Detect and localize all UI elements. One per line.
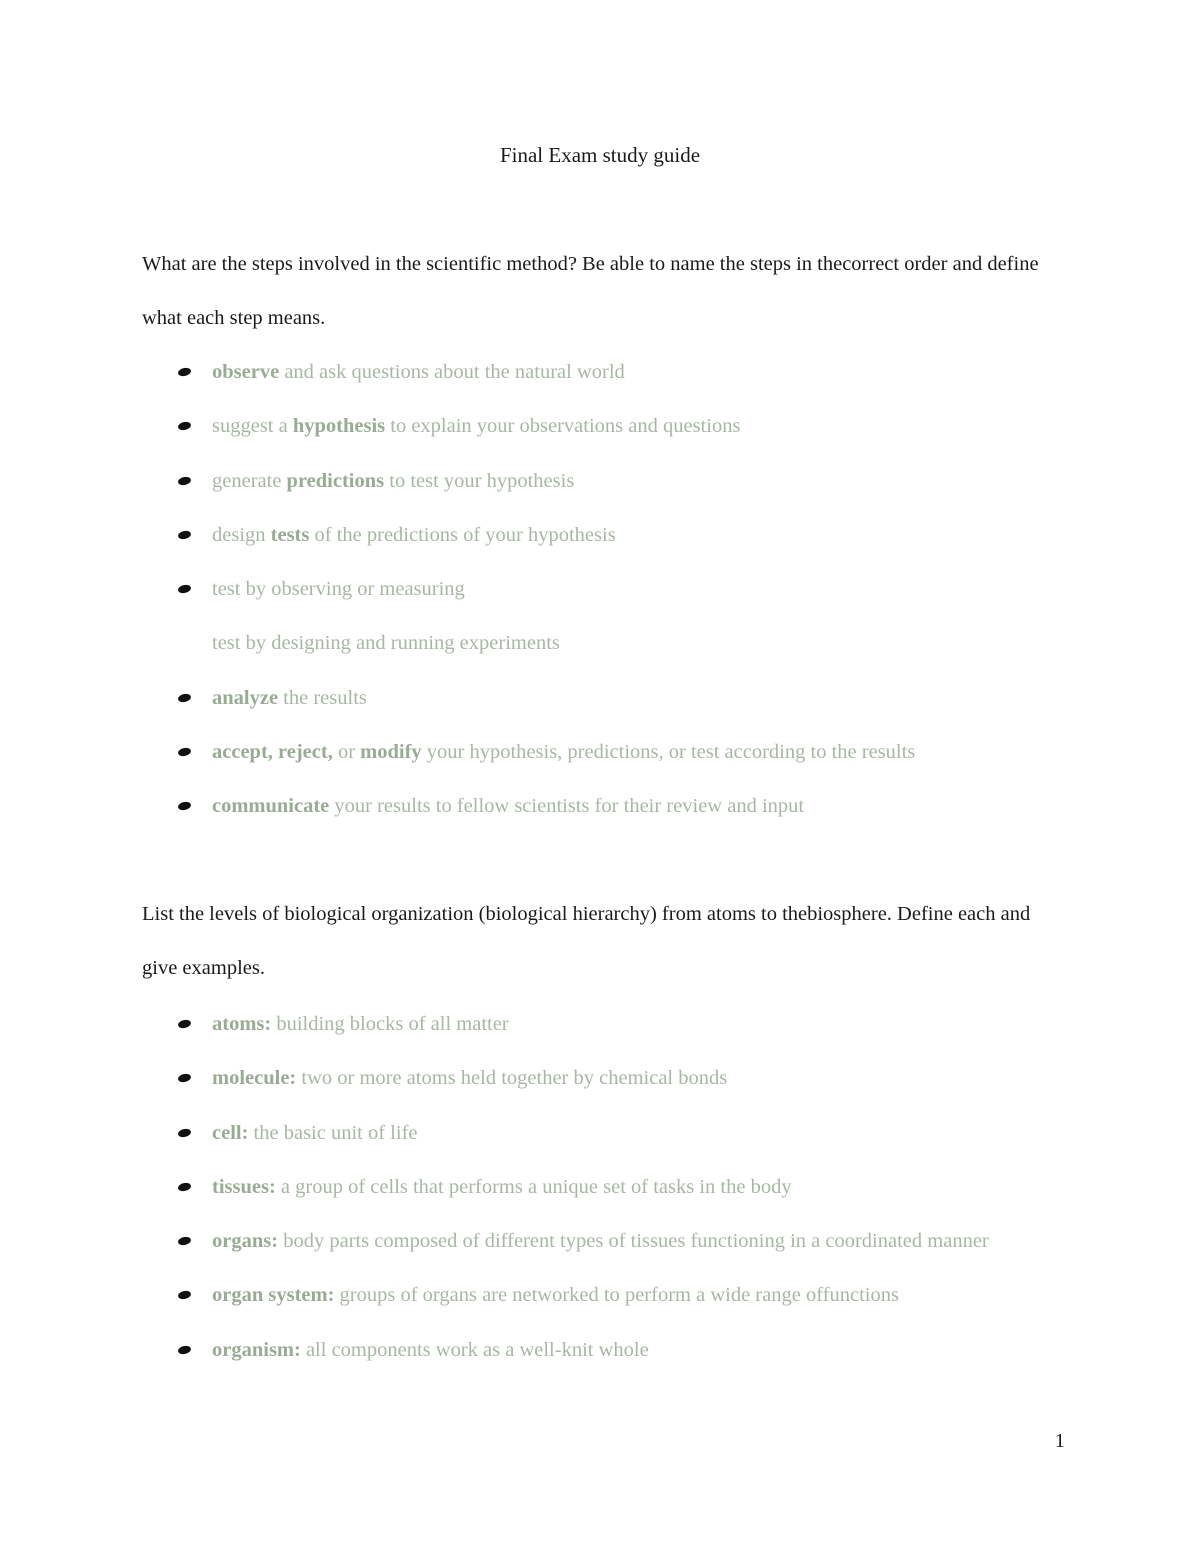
- list-item-continuation: [0, 616, 1200, 670]
- bullet-icon: [177, 1127, 191, 1138]
- item-text: the basic unit of life: [248, 1121, 418, 1144]
- list-item: [0, 779, 1200, 833]
- list-item: [0, 562, 1200, 616]
- list-item: [0, 1268, 1200, 1322]
- item-term: organ system:: [212, 1284, 335, 1307]
- item-text: generate: [212, 469, 287, 492]
- answer-list-biological-organization: [0, 997, 1200, 1377]
- bullet-icon: [177, 530, 191, 541]
- item-term: predictions: [286, 469, 385, 492]
- item-term: modify: [360, 741, 422, 764]
- item-term: observe: [212, 361, 280, 383]
- bullet-icon: [177, 584, 191, 595]
- list-item: [0, 1323, 1200, 1377]
- page-title: Final Exam study guide: [499, 143, 701, 167]
- item-text: groups of organs are networked to perform a wide range offunctions: [334, 1284, 899, 1307]
- question-scientific-method: What are the steps involved in the scientific method? Be able to name the steps in thecorrect order and define what each step means.: [142, 253, 1039, 329]
- bullet-icon: [177, 747, 191, 758]
- item-text: to test your hypothesis: [384, 469, 575, 492]
- list-item: [0, 1106, 1200, 1160]
- list-item: [0, 399, 1200, 453]
- item-term: atoms:: [212, 1013, 272, 1035]
- item-text: body parts composed of different types of tissues functioning in a coordinated manner: [278, 1230, 989, 1253]
- list-item: [0, 725, 1200, 779]
- item-term: tests: [270, 523, 310, 546]
- bullet-icon: [177, 1073, 191, 1084]
- item-text: and ask questions about the natural world: [279, 361, 625, 383]
- question-biological-organization: List the levels of biological organization (biological hierarchy) from atoms to thebiosphere. Define each and give examples.: [142, 903, 1031, 979]
- list-item: [0, 1051, 1200, 1105]
- item-text: design: [212, 523, 271, 546]
- bullet-icon: [177, 367, 191, 378]
- bullet-icon: [177, 1182, 191, 1193]
- bullet-icon: [177, 1345, 191, 1356]
- list-item: [0, 1160, 1200, 1214]
- item-term: organs:: [212, 1230, 279, 1253]
- item-text: of the predictions of your hypothesis: [309, 523, 616, 546]
- item-text: suggest a: [212, 415, 293, 438]
- bullet-icon: [177, 801, 191, 812]
- item-term: analyze: [212, 686, 279, 709]
- list-item: [0, 1214, 1200, 1268]
- bullet-icon: [177, 1290, 191, 1301]
- item-term: accept, reject,: [212, 741, 333, 764]
- item-text: or: [332, 741, 361, 764]
- item-text: a group of cells that performs a unique set of tasks in the body: [275, 1175, 792, 1198]
- answer-list-scientific-method: [0, 345, 1200, 834]
- list-item: [0, 671, 1200, 725]
- item-text: building blocks of all matter: [271, 1013, 509, 1035]
- bullet-icon: [177, 1019, 191, 1030]
- bullet-icon: [177, 693, 191, 704]
- item-text: your results to fellow scientists for their review and input: [329, 795, 805, 818]
- item-term: communicate: [212, 795, 330, 818]
- list-item: [0, 997, 1200, 1051]
- item-text: all components work as a well-knit whole: [300, 1338, 649, 1361]
- item-term: hypothesis: [292, 415, 386, 438]
- bullet-icon: [177, 475, 191, 486]
- item-text: test by designing and running experiments: [212, 632, 560, 655]
- list-item: [0, 454, 1200, 508]
- item-term: cell:: [212, 1121, 249, 1144]
- item-term: molecule:: [212, 1067, 297, 1090]
- item-term: tissues:: [212, 1175, 276, 1198]
- item-text: two or more atoms held together by chemical bonds: [296, 1067, 728, 1090]
- item-text: to explain your observations and questions: [385, 415, 741, 438]
- list-item: [0, 508, 1200, 562]
- item-text: your hypothesis, predictions, or test according to the results: [421, 741, 916, 764]
- page-number: 1: [1054, 1430, 1065, 1452]
- item-term: organism:: [212, 1338, 301, 1361]
- bullet-icon: [177, 1236, 191, 1247]
- item-text: test by observing or measuring: [212, 578, 465, 601]
- item-text: the results: [278, 686, 367, 709]
- bullet-icon: [177, 421, 191, 432]
- list-item: [0, 345, 1200, 399]
